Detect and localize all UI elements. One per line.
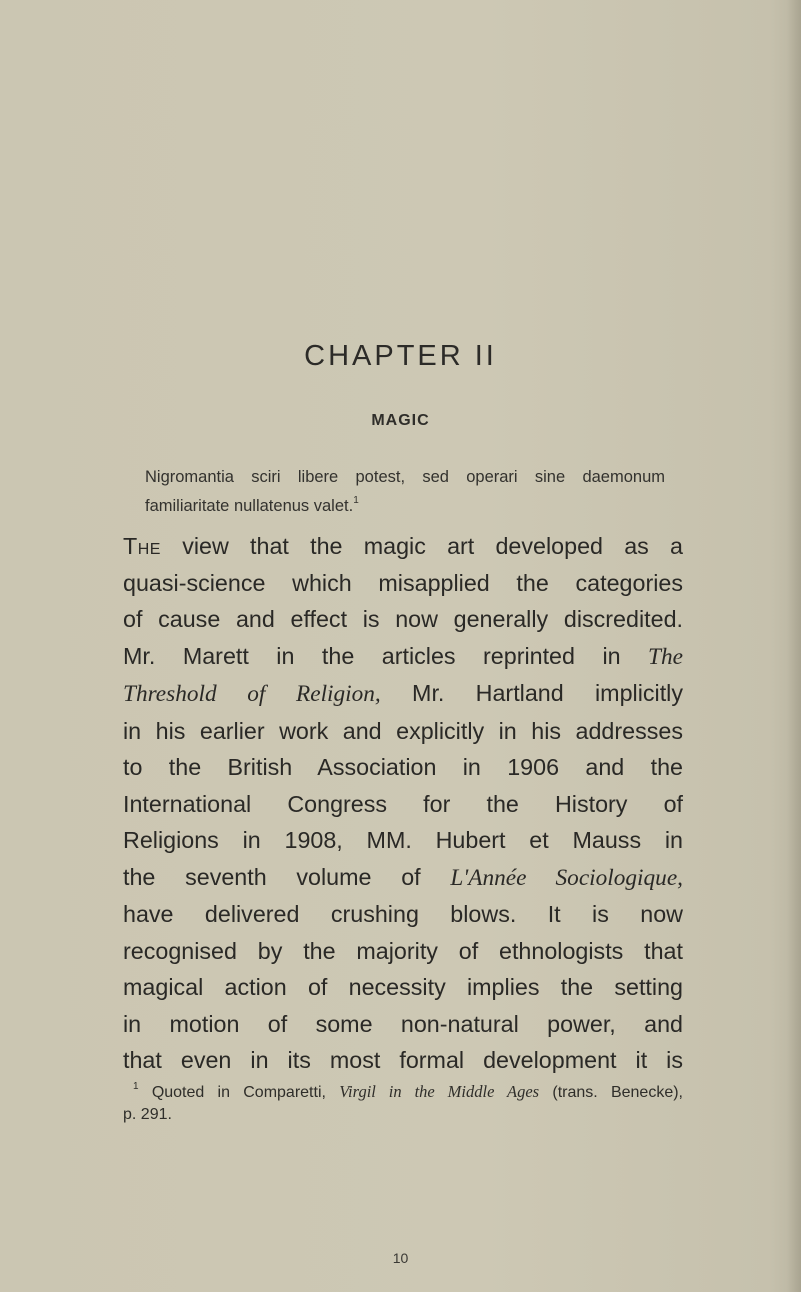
body-line: to the British Association in 1906 and the [123, 754, 683, 780]
small-caps-lead: The [123, 533, 161, 559]
body-line [123, 528, 683, 565]
footnote-mark: 1 [133, 1081, 139, 1092]
body-paragraph [123, 528, 683, 1079]
body-line: magical action of necessity implies the setting [123, 974, 683, 1000]
italic-title: L'Année Sociologique, [450, 864, 683, 891]
body-line: International Congress for the History of [123, 790, 683, 817]
body-line-text: Mr. Hartland implicitly [380, 680, 683, 706]
epigraph [145, 466, 665, 518]
italic-title: The [648, 643, 683, 670]
body-line [123, 638, 683, 676]
body-line: quasi-science which misapplied the categories [123, 569, 683, 596]
body-line: Religions in 1908, MM. Hubert et Mauss in [123, 827, 683, 853]
body-line [123, 859, 683, 897]
footnote-line [123, 1076, 683, 1104]
body-line: recognised by the majority of ethnologists that [123, 937, 683, 964]
body-line-text: the seventh volume of [123, 863, 451, 890]
footnote-text: Quoted in Comparetti, [138, 1084, 340, 1101]
body-line [123, 675, 683, 713]
body-line-text: view that the magic art developed as a [160, 533, 683, 559]
italic-title: Virgil in the Middle Ages [339, 1082, 540, 1101]
footnote-text: (trans. Benecke), [539, 1084, 683, 1101]
italic-title: Threshold of Religion, [123, 681, 381, 707]
body-line: that even in its most formal development it is [123, 1047, 683, 1073]
body-line: have delivered crushing blows. It is now [123, 901, 683, 927]
page-edge-shadow [787, 0, 801, 1292]
chapter-subtitle: MAGIC [371, 412, 430, 429]
body-line: in motion of some non-natural power, and [123, 1010, 683, 1037]
footnote-reference: 1 [353, 495, 359, 506]
epigraph-line [145, 489, 665, 518]
body-line-text: Mr. Marett in the articles reprinted in [123, 642, 649, 669]
epigraph-line: Nigromantia sciri libere potest, sed operari sine daemonum [145, 468, 665, 486]
body-line: of cause and effect is now generally discredited. [123, 606, 683, 632]
chapter-heading: CHAPTER II [304, 340, 497, 372]
footnote-line: p. 291. [123, 1106, 172, 1123]
body-line: in his earlier work and explicitly in his addresses [123, 717, 683, 744]
page-number: 10 [392, 1250, 409, 1266]
footnote [123, 1076, 683, 1126]
epigraph-text: familiaritate nullatenus valet. [145, 497, 354, 515]
